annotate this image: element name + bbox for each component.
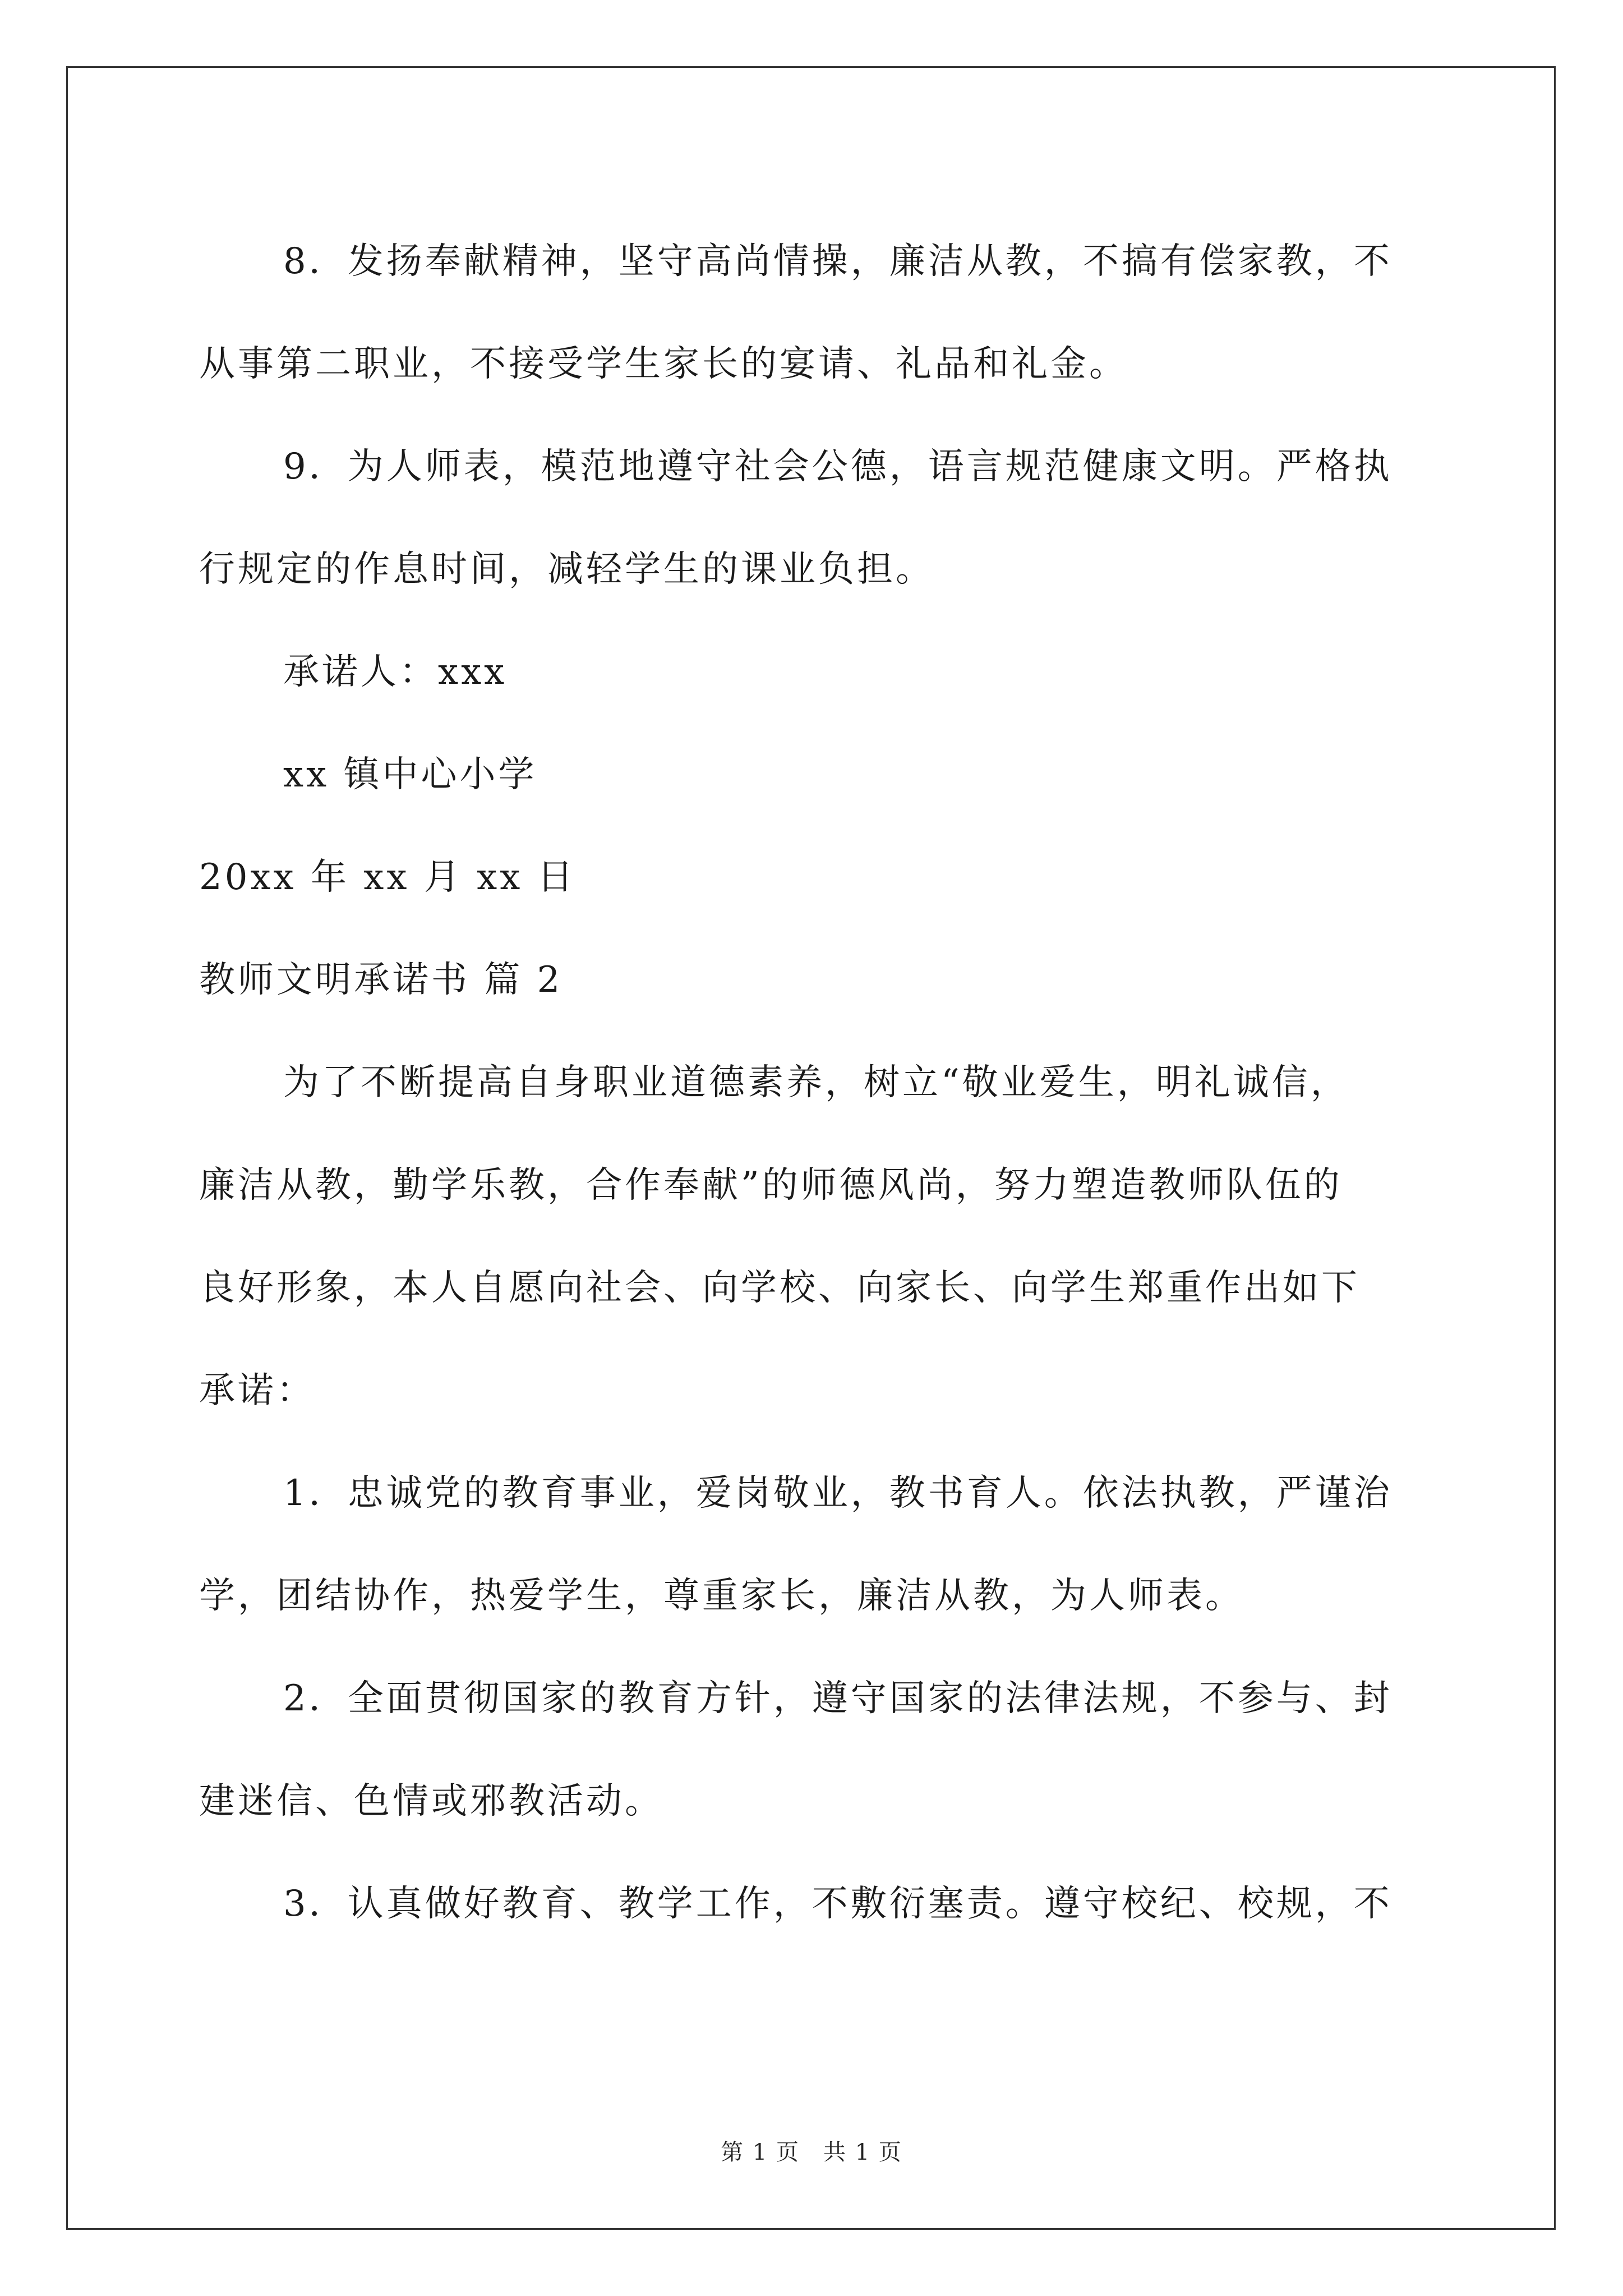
text-line: 承诺人：xxx <box>283 651 508 693</box>
paragraph-item-3 <box>199 1853 1427 1955</box>
paragraph-item-2-cont <box>199 1750 1427 1853</box>
text-line: xx 镇中心小学 <box>283 754 537 795</box>
paragraph-item-9-cont <box>199 518 1427 621</box>
paragraph-item-1 <box>199 1442 1427 1545</box>
text-line: 建迷信、色情或邪教活动。 <box>199 1780 663 1822</box>
text-line: 为了不断提高自身职业道德素养，树立“敬业爱生，明礼诚信， <box>283 1062 1349 1103</box>
section-heading <box>199 929 1427 1032</box>
text-line: 3．认真做好教育、教学工作，不敷衍塞责。遵守校纪、校规，不 <box>283 1883 1393 1925</box>
text-line: 教师文明承诺书 篇 2 <box>199 959 563 1001</box>
text-line: 承诺： <box>199 1370 315 1411</box>
page-footer: 第 1 页 共 1 页 <box>721 2139 902 2165</box>
text-line: 2．全面贯彻国家的教育方针，遵守国家的法律法规，不参与、封 <box>283 1678 1393 1719</box>
text-line: 1．忠诚党的教育事业，爱岗敬业，教书育人。依法执教，严谨治 <box>283 1473 1393 1514</box>
text-line: 廉洁从教，勤学乐教，合作奉献”的师德风尚，努力塑造教师队伍的 <box>199 1165 1343 1206</box>
date-line <box>199 826 1427 929</box>
text-line: 9．为人师表，模范地遵守社会公德，语言规范健康文明。严格执 <box>283 446 1393 487</box>
promisor-line <box>199 621 1427 724</box>
paragraph-item-8 <box>199 210 1427 313</box>
paragraph-intro <box>199 1032 1427 1134</box>
text-line: 从事第二职业，不接受学生家长的宴请、礼品和礼金。 <box>199 343 1128 385</box>
paragraph-item-2 <box>199 1648 1427 1750</box>
paragraph-item-8-cont <box>199 313 1427 416</box>
text-line: 20xx 年 xx 月 xx 日 <box>199 857 576 898</box>
school-name-line <box>199 724 1427 826</box>
text-line: 8．发扬奉献精神，坚守高尚情操，廉洁从教，不搞有偿家教，不 <box>283 241 1393 282</box>
paragraph-item-1-cont <box>199 1545 1427 1648</box>
text-line: 良好形象，本人自愿向社会、向学校、向家长、向学生郑重作出如下 <box>199 1267 1360 1309</box>
paragraph-item-9 <box>199 416 1427 518</box>
text-line: 学，团结协作，热爱学生，尊重家长，廉洁从教，为人师表。 <box>199 1575 1244 1617</box>
text-line: 行规定的作息时间，减轻学生的课业负担。 <box>199 549 934 590</box>
paragraph-intro-cont <box>199 1134 1427 1442</box>
document-body <box>199 210 1427 1955</box>
